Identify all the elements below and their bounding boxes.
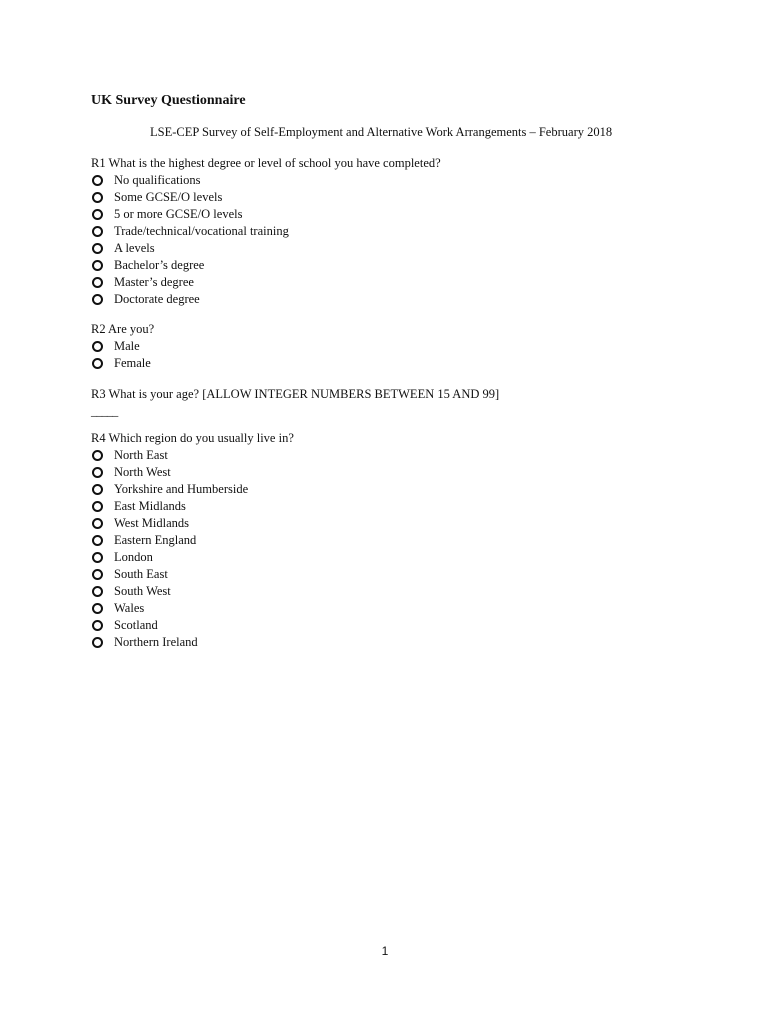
question-r3 xyxy=(91,386,499,420)
answer-option[interactable] xyxy=(91,600,294,617)
option-list xyxy=(91,338,154,372)
question-r2 xyxy=(91,321,154,372)
option-label: Bachelor’s degree xyxy=(114,258,205,272)
question-r1 xyxy=(91,155,441,308)
answer-option[interactable] xyxy=(91,549,294,566)
option-label: Doctorate degree xyxy=(114,292,200,306)
radio-circle-icon[interactable] xyxy=(92,192,103,203)
radio-circle-icon[interactable] xyxy=(92,226,103,237)
radio-circle-icon[interactable] xyxy=(92,620,103,631)
option-label: Yorkshire and Humberside xyxy=(114,482,249,496)
option-list xyxy=(91,172,441,308)
answer-option[interactable] xyxy=(91,355,154,372)
option-label: Eastern England xyxy=(114,533,197,547)
radio-circle-icon[interactable] xyxy=(92,209,103,220)
answer-option[interactable] xyxy=(91,617,294,634)
option-label: Northern Ireland xyxy=(114,635,198,649)
radio-circle-icon[interactable] xyxy=(92,484,103,495)
page-number: 1 xyxy=(381,944,389,958)
answer-option[interactable] xyxy=(91,583,294,600)
answer-option[interactable] xyxy=(91,172,441,189)
document-subtitle: LSE-CEP Survey of Self-Employment and Alternative Work Arrangements – February 2018 xyxy=(150,125,613,139)
answer-option[interactable] xyxy=(91,481,294,498)
option-label: East Midlands xyxy=(114,499,186,513)
radio-circle-icon[interactable] xyxy=(92,358,103,369)
document-title: UK Survey Questionnaire xyxy=(91,93,246,108)
option-label: A levels xyxy=(114,241,155,255)
radio-circle-icon[interactable] xyxy=(92,243,103,254)
answer-option[interactable] xyxy=(91,206,441,223)
radio-circle-icon[interactable] xyxy=(92,260,103,271)
radio-circle-icon[interactable] xyxy=(92,501,103,512)
radio-circle-icon[interactable] xyxy=(92,294,103,305)
radio-circle-icon[interactable] xyxy=(92,518,103,529)
option-label: Female xyxy=(114,356,151,370)
age-answer-field[interactable]: _____ xyxy=(91,404,118,418)
option-label: Trade/technical/vocational training xyxy=(114,224,289,238)
radio-circle-icon[interactable] xyxy=(92,175,103,186)
question-text: R3 What is your age? [ALLOW INTEGER NUMBERS BETWEEN 15 AND 99] xyxy=(91,387,500,401)
option-label: North East xyxy=(114,448,168,462)
option-label: South West xyxy=(114,584,171,598)
answer-option[interactable] xyxy=(91,566,294,583)
radio-circle-icon[interactable] xyxy=(92,450,103,461)
option-label: London xyxy=(114,550,153,564)
option-label: North West xyxy=(114,465,171,479)
option-label: Male xyxy=(114,339,140,353)
question-r4 xyxy=(91,430,294,651)
answer-option[interactable] xyxy=(91,447,294,464)
option-label: South East xyxy=(114,567,168,581)
answer-option[interactable] xyxy=(91,464,294,481)
question-text: R4 Which region do you usually live in? xyxy=(91,431,294,445)
radio-circle-icon[interactable] xyxy=(92,535,103,546)
option-label: Wales xyxy=(114,601,145,615)
answer-option[interactable] xyxy=(91,498,294,515)
radio-circle-icon[interactable] xyxy=(92,341,103,352)
radio-circle-icon[interactable] xyxy=(92,277,103,288)
answer-option[interactable] xyxy=(91,274,441,291)
option-label: Scotland xyxy=(114,618,158,632)
option-label: Some GCSE/O levels xyxy=(114,190,223,204)
answer-option[interactable] xyxy=(91,240,441,257)
answer-option[interactable] xyxy=(91,291,441,308)
radio-circle-icon[interactable] xyxy=(92,637,103,648)
radio-circle-icon[interactable] xyxy=(92,586,103,597)
radio-circle-icon[interactable] xyxy=(92,603,103,614)
radio-circle-icon[interactable] xyxy=(92,467,103,478)
answer-option[interactable] xyxy=(91,338,154,355)
answer-option[interactable] xyxy=(91,532,294,549)
answer-option[interactable] xyxy=(91,223,441,240)
answer-option[interactable] xyxy=(91,257,441,274)
question-text: R1 What is the highest degree or level of school you have completed? xyxy=(91,156,441,170)
answer-option[interactable] xyxy=(91,515,294,532)
option-list xyxy=(91,447,294,651)
question-text: R2 Are you? xyxy=(91,322,155,336)
option-label: No qualifications xyxy=(114,173,201,187)
answer-option[interactable] xyxy=(91,189,441,206)
radio-circle-icon[interactable] xyxy=(92,569,103,580)
answer-option[interactable] xyxy=(91,634,294,651)
option-label: Master’s degree xyxy=(114,275,194,289)
option-label: West Midlands xyxy=(114,516,190,530)
radio-circle-icon[interactable] xyxy=(92,552,103,563)
option-label: 5 or more GCSE/O levels xyxy=(114,207,243,221)
